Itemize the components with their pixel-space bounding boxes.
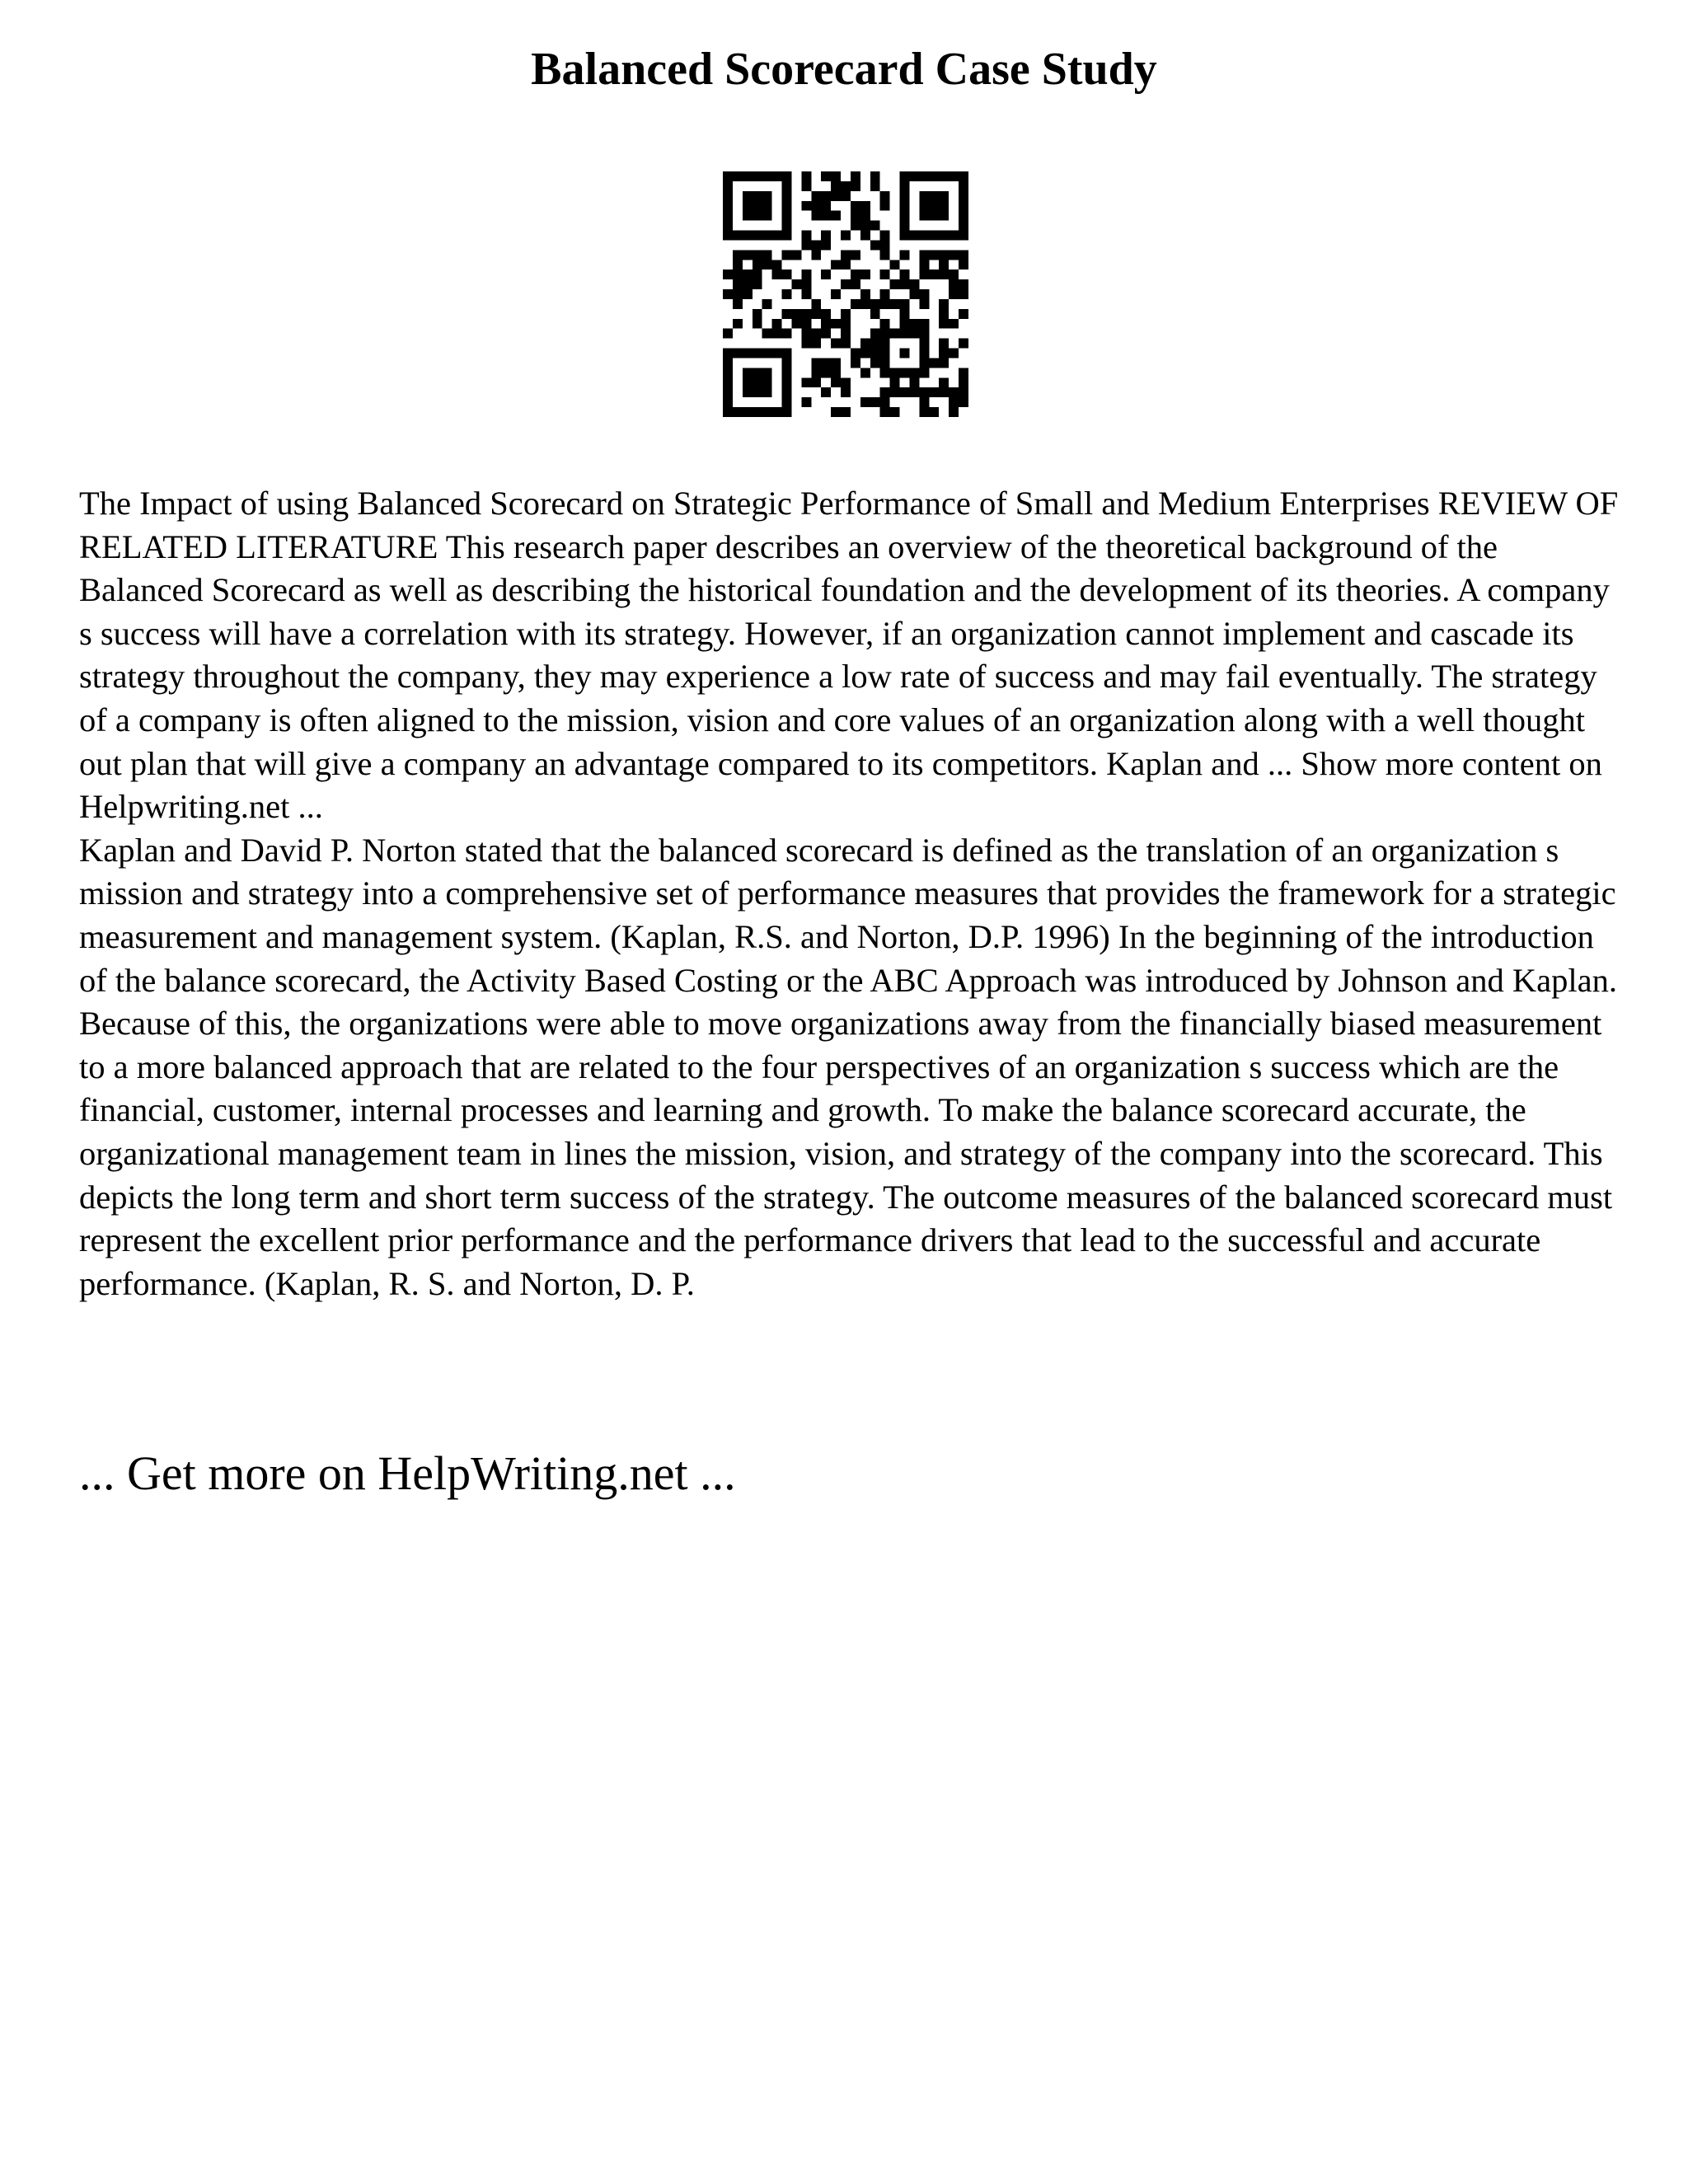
- qr-code-icon: [723, 171, 968, 417]
- get-more-link[interactable]: ... Get more on HelpWriting.net ...: [79, 1446, 736, 1500]
- page-title: Balanced Scorecard Case Study: [531, 44, 1157, 95]
- body-paragraph: Kaplan and David P. Norton stated that the balanced scorecard is defined as the translation of an organization s mission and strategy into a comprehensive set of performance measures that provides the framework for a strategic measurement and management system. (Kaplan, R.S. and Norton, D.P. 1996) In the beginning of the introduction of the balance scorecard, the Activity Based Costing or the ABC Approach was introduced by Johnson and Kaplan. Because of this, the organizations were able to move organizations away from the financially biased measurement to a more balanced approach that are related to the four perspectives of an organization s success which are the financial, customer, internal processes and learning and growth. To make the balance scorecard accurate, the organizational management team in lines the mission, vision, and strategy of the company into the scorecard. This depicts the long term and short term success of the strategy. The outcome measures of the balanced scorecard must represent the excellent prior performance and the performance drivers that lead to the successful and accurate performance. (Kaplan, R. S. and Norton, D. P.: [79, 831, 1617, 1302]
- article-body: [79, 482, 1629, 1305]
- intro-paragraph: The Impact of using Balanced Scorecard on Strategic Performance of Small and Medium Enterprises REVIEW OF RELATED LITERATURE This research paper describes an overview of the theoretical background of the Balanced Scorecard as well as describing the historical foundation and the development of its theories. A company s success will have a correlation with its strategy. However, if an organization cannot implement and cascade its strategy throughout the company, they may experience a low rate of success and may fail eventually. The strategy of a company is often aligned to the mission, vision and core values of an organization along with a well thought out plan that will give a company an advantage compared to its competitors. Kaplan and ... Show more content on Helpwriting.net ...: [79, 485, 1619, 826]
